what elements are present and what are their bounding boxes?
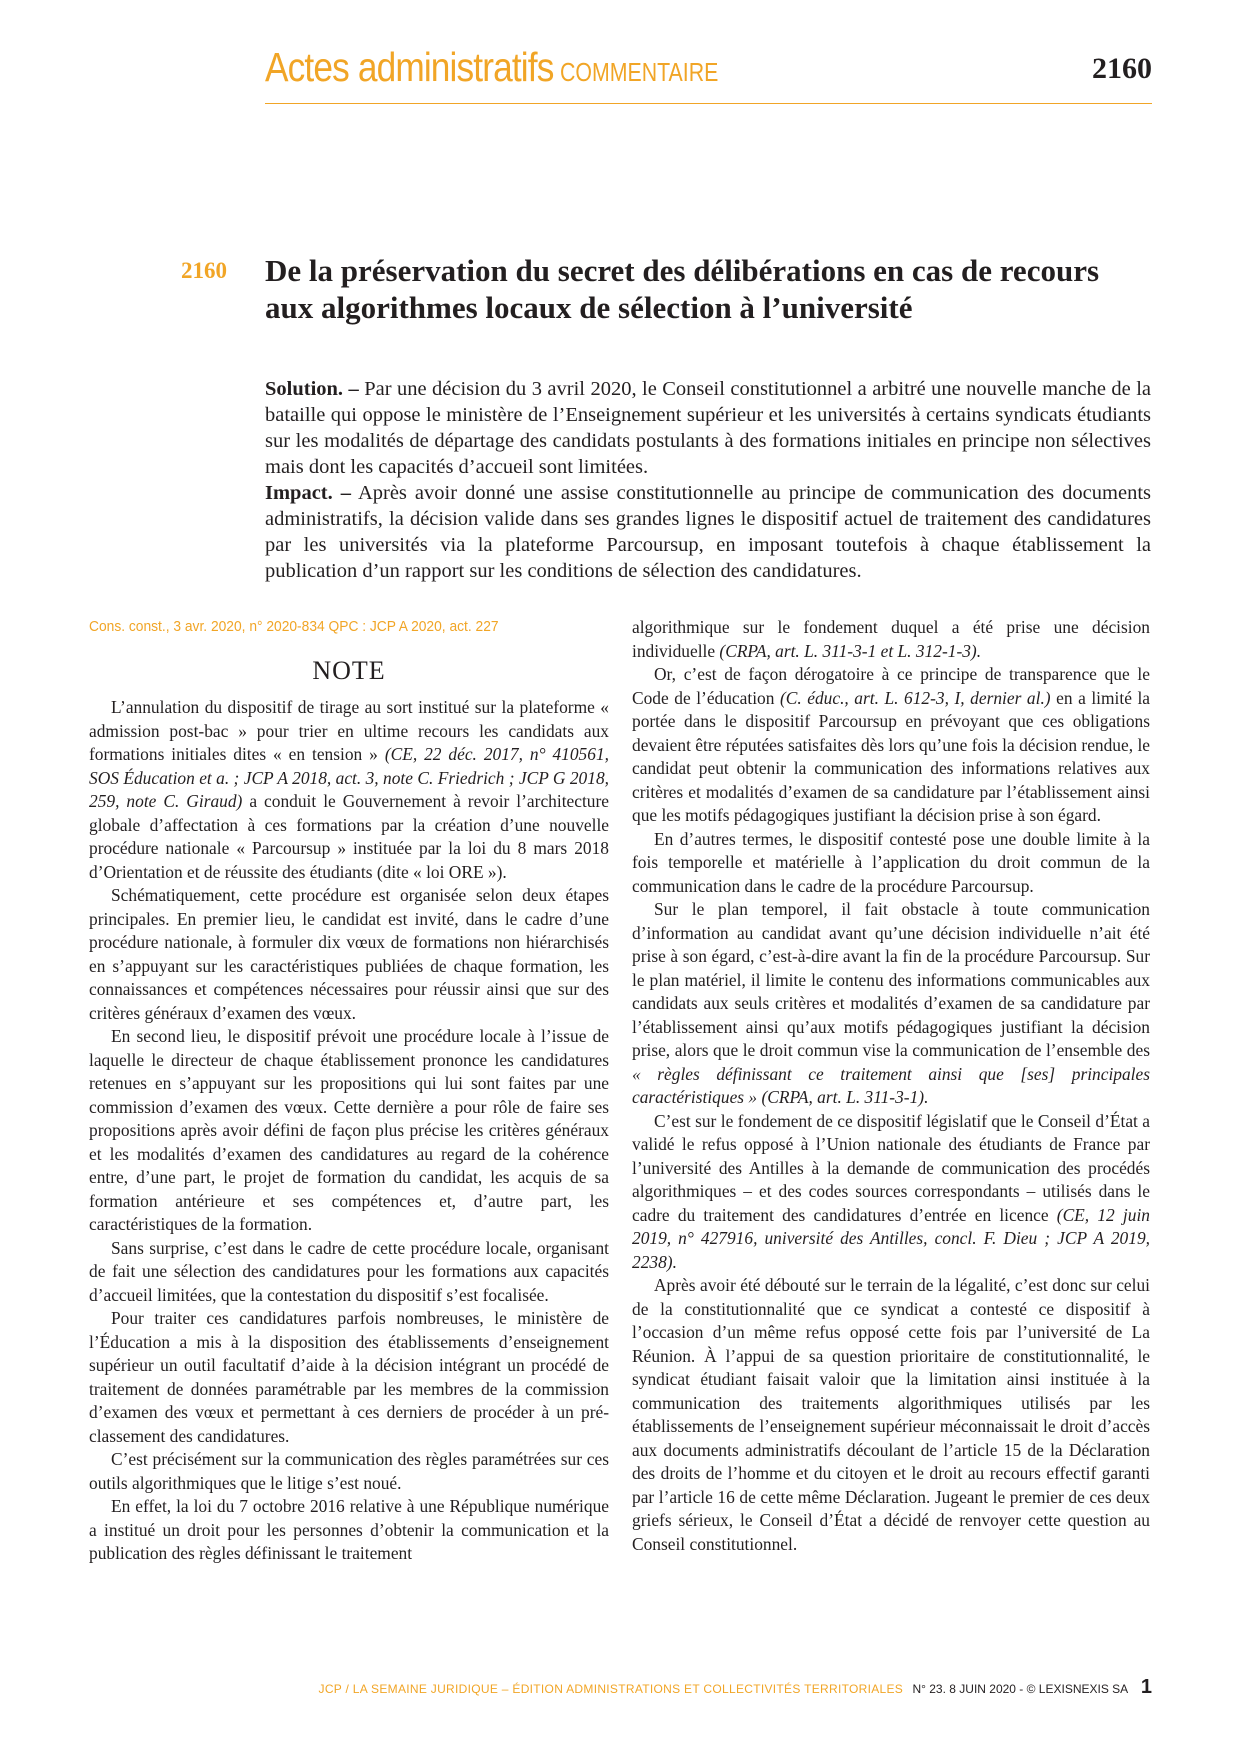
section-title: Actes administratifs	[265, 44, 554, 90]
text-run: en a limité la portée dans le dispositif Parcoursup en prévoyant que ces obligations devaient être réputées satisfaites dès lors qu’une fois la décision rendue, le candidat peut obtenir la communication des informations relatives aux critères et modalités d’examen de sa candidature par l’établissement ainsi que les motifs pédagogiques justifiant la décision prise à son égard.	[632, 687, 1151, 825]
article-title: De la préservation du secret des délibérations en cas de recours aux algorithmes locaux de sélection à l’université	[265, 253, 1100, 325]
text-run: C’est sur le fondement de ce dispositif législatif que le Conseil d’État a validé le refus opposé à l’Union nationale des étudiants de France par l’université des Antilles à la demande de communication des procédés algorithmiques – et des codes sources correspondants – utilisés dans le cadre du traitement des candidatures d’entrée en licence	[632, 1110, 1150, 1225]
paragraph: En effet, la loi du 7 octobre 2016 relative à une République numérique a institué un droit pour les personnes d’obtenir la communication et la publication des règles définissant le traitement	[89, 1496, 609, 1563]
citation: (CE, 12 juin 2019, n° 427916, université des Antilles, concl. F. Dieu ; JCP A 2019, 2238).	[632, 1204, 1150, 1272]
article-number: 2160	[181, 258, 227, 283]
paragraph	[632, 898, 1150, 1110]
paragraph	[632, 1110, 1150, 1275]
solution-text: Par une décision du 3 avril 2020, le Conseil constitutionnel a arbitré une nouvelle manche de la bataille qui oppose le ministère de l’Enseignement supérieur et les universités à certains syndicats étudiants sur les modalités de départage des candidats postulants à des formations initiales en principe non sélectives mais dont les capacités d’accueil sont limitées.	[265, 378, 1151, 478]
text-run: algorithmique sur le fondement duquel a été prise une décision individuelle	[632, 617, 1150, 661]
paragraph: C’est précisément sur la communication des règles paramétrées sur ces outils algorithmiques que le litige s’est noué.	[89, 1449, 609, 1493]
text-run: Or, c’est de façon dérogatoire à ce principe de transparence que le Code de l’éducation	[632, 664, 1150, 708]
paragraph: Après avoir été débouté sur le terrain de la légalité, c’est donc sur celui de la constitutionnalité que ce syndicat a contesté ce dispositif à l’occasion d’un même refus opposé cette fois par l’université de La Réunion. À l’appui de sa question prioritaire de constitutionnalité, le syndicat étudiant faisait valoir que la limitation ainsi instituée à la communication des traitements algorithmiques utilisés par les établissements de l’enseignement supérieur méconnaissait le droit d’accès aux documents administratifs découlant de l’article 15 de la Déclaration des droits de l’homme et du citoyen et le droit au recours effectif garanti par l’article 16 de cette même Déclaration. Jugeant le premier de ces deux griefs sérieux, le Conseil d’État a décidé de renvoyer cette question au Conseil constitutionnel.	[632, 1275, 1150, 1554]
impact-label: Impact. –	[265, 482, 352, 504]
citation: (CE, 22 déc. 2017, n° 410561, SOS Éducation et a. ; JCP A 2018, act. 3, note C. Friedrich ; JCP G 2018, 259, note C. Giraud)	[89, 744, 609, 811]
paragraph: En d’autres termes, le dispositif contesté pose une double limite à la fois temporelle et matérielle à l’application du droit commun de la communication dans le cadre de la procédure Parcoursup.	[632, 828, 1150, 896]
header-rule	[265, 103, 1152, 104]
text-run: L’annulation du dispositif de tirage au sort institué sur la plateforme « admission post-bac » pour trier en ultime recours les candidats aux formations initiales dites « en tension »	[89, 697, 609, 764]
right-column	[632, 616, 1150, 1556]
running-header	[265, 44, 754, 91]
note-heading: NOTE	[312, 655, 386, 685]
text-run: a conduit le Gouvernement à revoir l’architecture globale d’affectation à ces formations par la création d’une nouvelle procédure nationale « Parcoursup » instituée par la loi du 8 mars 2018 d’Orientation et de réussite des étudiants (dite « loi ORE »).	[89, 791, 609, 882]
page-footer	[319, 1676, 1152, 1699]
page-number: 1	[1140, 1676, 1152, 1698]
paragraph: Sans surprise, c’est dans le cadre de cette procédure locale, organisant de fait une sélection des candidatures pour les formations aux capacités d’accueil limitées, que la contestation du dispositif s’est focalisée.	[89, 1237, 609, 1305]
citation: « règles définissant ce traitement ainsi que [ses] principales caractéristiques » (CRPA, art. L. 311-3-1).	[632, 1063, 1150, 1107]
citation: (CRPA, art. L. 311-3-1 et L. 312-1-3).	[719, 640, 982, 661]
solution-label: Solution. –	[265, 378, 359, 400]
paragraph: En second lieu, le dispositif prévoit une procédure locale à l’issue de laquelle le directeur de chaque établissement prononce les candidatures retenues en s’appuyant sur les propositions qui lui sont faites par une commission d’examen des vœux. Cette dernière a pour rôle de faire ses propositions après avoir défini de façon plus précise les critères généraux et les modalités d’examen des candidatures au regard de la cohérence entre, d’une part, le projet de formation du candidat, les acquis de sa formation antérieure et ses compétences et, d’autre part, les caractéristiques de la formation.	[89, 1026, 609, 1234]
footer-issue: N° 23. 8 JUIN 2020 - © LEXISNEXIS SA	[912, 1682, 1128, 1696]
solution-paragraph	[265, 376, 1151, 480]
paragraph	[632, 616, 1150, 663]
impact-paragraph	[265, 480, 1151, 584]
header-article-number: 2160	[1092, 52, 1152, 85]
left-column	[89, 615, 609, 1566]
section-subtitle: COMMENTAIRE	[560, 57, 719, 87]
impact-text: Après avoir donné une assise constitutionnelle au principe de communication des documents administratifs, la décision valide dans ses grandes lignes le dispositif actuel de traitement des candidatures par les universités via la plateforme Parcoursup, en imposant toutefois à chaque établissement la publication d’un rapport sur les conditions de sélection des candidatures.	[265, 482, 1151, 582]
paragraph	[89, 696, 609, 884]
footer-publication: JCP / LA SEMAINE JURIDIQUE – ÉDITION ADMINISTRATIONS ET COLLECTIVITÉS TERRITORIALES	[318, 1682, 904, 1696]
citation: (C. éduc., art. L. 612-3, I, dernier al.)	[779, 687, 1051, 708]
abstract	[265, 376, 1151, 584]
paragraph: Schématiquement, cette procédure est organisée selon deux étapes principales. En premier lieu, le candidat est invité, dans le cadre d’une procédure nationale, à formuler dix vœux de formations non hiérarchisés en s’appuyant sur les caractéristiques publiées de chaque formation, les connaissances et compétences nécessaires pour réussir ainsi que sur des critères généraux d’examen des vœux.	[89, 885, 609, 1023]
text-run: Sur le plan temporel, il fait obstacle à toute communication d’information au candidat avant qu’une décision individuelle n’ait été prise à son égard, c’est-à-dire avant la fin de la procédure Parcoursup. Sur le plan matériel, il limite le contenu des informations communicables aux candidats aux seuls critères et modalités d’examen de sa candidature par l’établissement ainsi qu’aux motifs pédagogiques justifiant la décision prise, alors que le droit commun vise la communication de l’ensemble des	[632, 899, 1150, 1060]
case-reference: Cons. const., 3 avr. 2020, n° 2020-834 QPC : JCP A 2020, act. 227	[89, 618, 499, 635]
paragraph	[632, 663, 1150, 828]
paragraph: Pour traiter ces candidatures parfois nombreuses, le ministère de l’Éducation a mis à la disposition des établissements d’enseignement supérieur un outil facultatif d’aide à la décision intégrant un procédé de traitement de données paramétrable par les membres de la commission d’examen des vœux et permettant à ces derniers de procéder à un pré-classement des candidatures.	[89, 1308, 609, 1446]
